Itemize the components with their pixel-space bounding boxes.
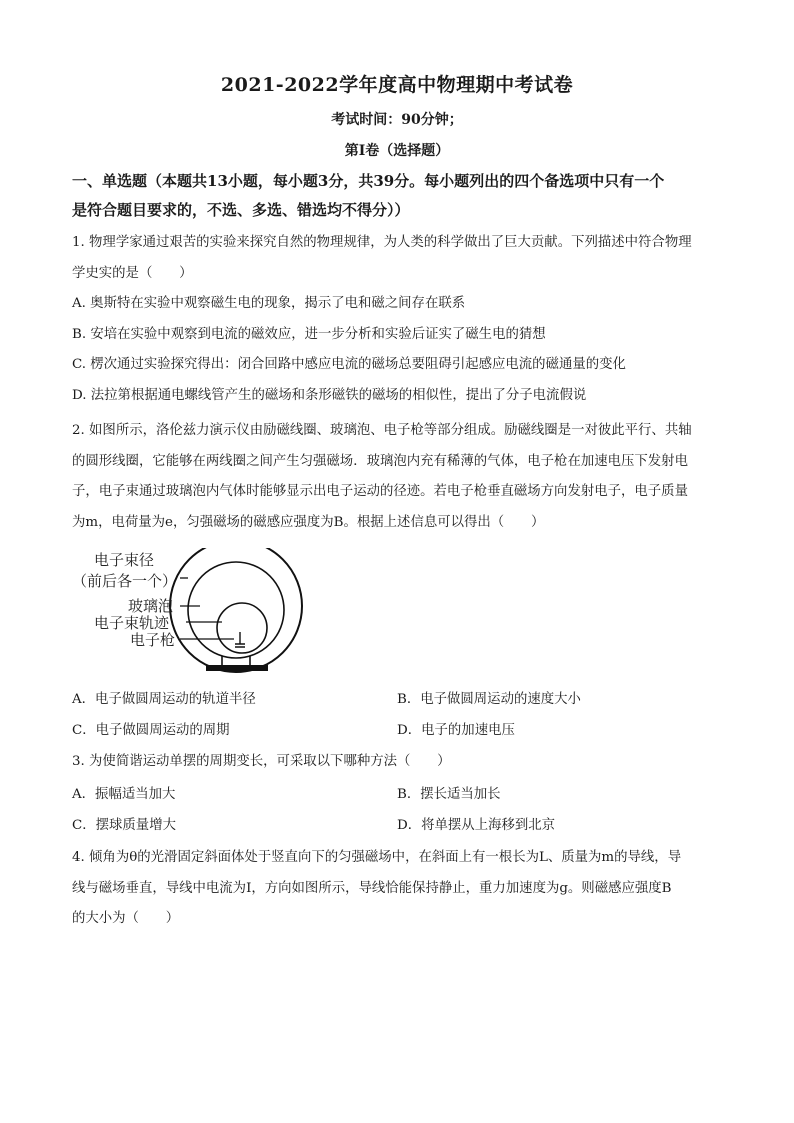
section-heading xyxy=(72,167,732,225)
question-1-option-b[interactable]: B. 安培在实验中观察到电流的磁效应，进一步分析和实验后证实了磁生电的猜想 xyxy=(72,326,546,342)
question-2-stem-line3: 子，电子束通过玻璃泡内气体时能够显示出电子运动的径迹。若电子枪垂直磁场方向发射电子，电子质量 xyxy=(72,484,688,499)
electron-trajectory xyxy=(217,603,267,653)
question-2-stem-line1: 2. 如图所示，洛伦兹力演示仪由励磁线圈、玻璃泡、电子枪等部分组成。励磁线圈是一对彼此平行、共轴 xyxy=(72,423,692,438)
question-4-stem-line1: 4. 倾角为θ的光滑固定斜面体处于竖直向下的匀强磁场中，在斜面上有一根长为L、质量为m的导线，导 xyxy=(72,850,682,865)
lorentz-apparatus-figure xyxy=(72,548,312,676)
question-2-option-a[interactable]: A．电子做圆周运动的轨道半径 xyxy=(72,692,256,707)
question-2-option-d[interactable]: D．电子的加速电压 xyxy=(397,723,515,738)
question-3-option-a[interactable]: A．振幅适当加大 xyxy=(72,787,176,802)
question-1-stem-line2: 学史实的是（ ） xyxy=(72,265,193,281)
question-4-stem-line3: 的大小为（ ） xyxy=(72,911,180,926)
section-heading-line1: 一、单选题（本题共13小题，每小题3分，共39分。每小题列出的四个备选项中只有一个 xyxy=(72,172,665,190)
exam-title: 2021-2022学年度高中物理期中考试卷 xyxy=(220,74,574,96)
figure-label-bulb: 玻璃泡 xyxy=(128,597,174,615)
excitation-coil-outer xyxy=(170,548,302,672)
question-4-stem-line2: 线与磁场垂直，导线中电流为I，方向如图所示，导线恰能保持静止，重力加速度为g。则磁感应强度B xyxy=(72,880,672,896)
question-1-stem xyxy=(72,228,732,289)
question-1-option-c[interactable]: C. 楞次通过实验探究得出：闭合回路中感应电流的磁场总要阻碍引起感应电流的磁通量的变化 xyxy=(72,357,626,372)
figure-label-coil: 电子束径 xyxy=(94,551,155,569)
question-3-option-b[interactable]: B．摆长适当加长 xyxy=(397,787,501,802)
volume-heading: 第I卷（选择题） xyxy=(344,143,450,159)
question-1-options xyxy=(72,289,732,411)
figure-label-trajectory: 电子束轨迹 xyxy=(94,614,170,632)
lorentz-apparatus-diagram xyxy=(72,548,312,676)
electron-gun-symbol xyxy=(235,632,245,647)
section-heading-line2: 是符合题目要求的，不选、多选、错选均不得分）） xyxy=(72,201,410,219)
question-2-stem xyxy=(72,416,732,538)
question-1-option-d[interactable]: D. 法拉第根据通电螺线管产生的磁场和条形磁铁的磁场的相似性，提出了分子电流假说 xyxy=(72,387,587,403)
figure-label-coil-note: （前后各一个） xyxy=(72,572,178,590)
question-2-stem-line4: 为m，电荷量为e，匀强磁场的磁感应强度为B。根据上述信息可以得出（ ） xyxy=(72,514,545,530)
figure-label-gun: 电子枪 xyxy=(130,631,176,649)
question-2-option-c[interactable]: C．电子做圆周运动的周期 xyxy=(72,723,230,738)
question-2-stem-line2: 的圆形线圈，它能够在两线圈之间产生匀强磁场．玻璃泡内充有稀薄的气体，电子枪在加速电压下发射电 xyxy=(72,453,688,469)
question-1-stem-line1: 1. 物理学家通过艰苦的实验来探究自然的物理规律，为人类的科学做出了巨大贡献。下列描述中符合物理 xyxy=(72,235,692,250)
exam-time: 考试时间：90分钟； xyxy=(331,112,463,128)
question-1-option-a[interactable]: A. 奥斯特在实验中观察磁生电的现象，揭示了电和磁之间存在联系 xyxy=(72,296,466,311)
question-3-option-d[interactable]: D．将单摆从上海移到北京 xyxy=(397,818,556,833)
question-2-option-b[interactable]: B．电子做圆周运动的速度大小 xyxy=(397,692,581,707)
question-4-stem xyxy=(72,843,732,935)
apparatus-base xyxy=(206,665,268,671)
question-3-stem: 3. 为使简谐运动单摆的周期变长，可采取以下哪种方法（ ） xyxy=(72,754,451,769)
question-3-option-c[interactable]: C．摆球质量增大 xyxy=(72,818,176,833)
